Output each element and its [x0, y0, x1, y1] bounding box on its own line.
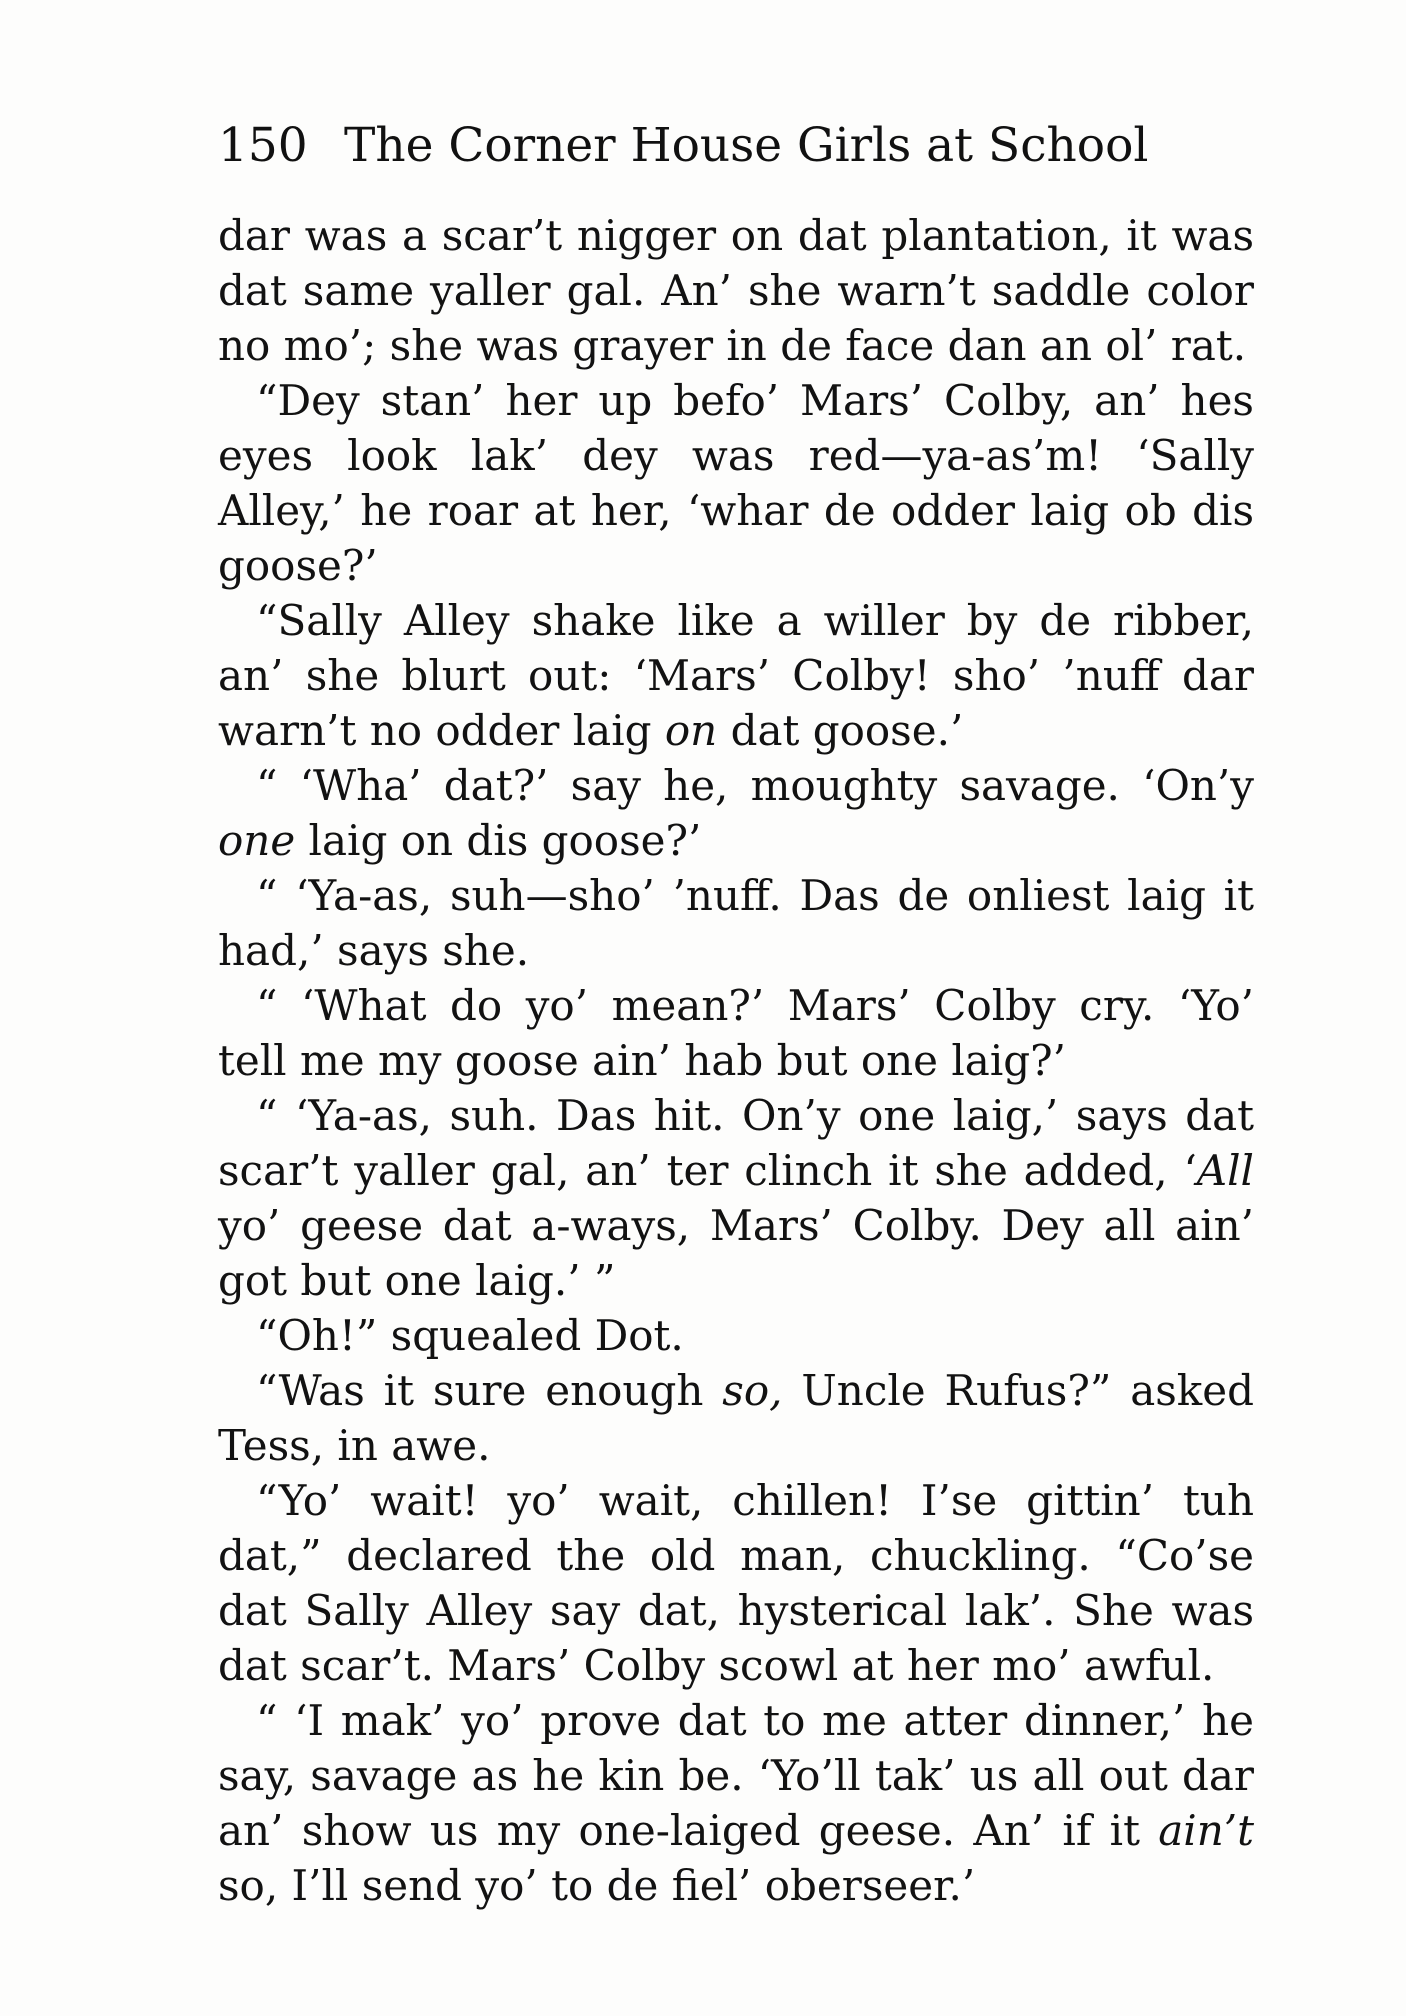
- text-run: “Sally Alley shake like a willer by de ribber, an’ she blurt out: ‘Mars’ Colby! sho’ ’nuff dar warn’t no odder laig: [218, 596, 1254, 755]
- text-run: “ ‘Ya-as, suh. Das hit. On’y one laig,’ says dat scar’t yaller gal, an’ ter clinch it she added, ‘: [218, 1091, 1254, 1195]
- paragraph: [218, 1088, 1254, 1308]
- text-run: “ ‘I mak’ yo’ prove dat to me atter dinner,’ he say, savage as he kin be. ‘Yo’ll tak’ us all out dar an’ show us my one-laiged geese. An’ if it: [218, 1696, 1254, 1855]
- italic-text: so,: [722, 1366, 783, 1415]
- paragraph: [218, 593, 1254, 758]
- text-run: “Yo’ wait! yo’ wait, chillen! I’se gittin’ tuh dat,” declared the old man, chuckling. “Co’se dat Sally Alley say dat, hysterical lak’. She was dat scar’t. Mars’ Colby scowl at her mo’ awful.: [218, 1476, 1254, 1690]
- paragraph: [218, 978, 1254, 1088]
- text-run: “ ‘Ya-as, suh—sho’ ’nuff. Das de onliest laig it had,’ says she.: [218, 871, 1254, 975]
- paragraph: [218, 373, 1254, 593]
- paragraph: [218, 1473, 1254, 1693]
- text-run: laig on dis goose?’: [295, 816, 702, 865]
- paragraph: [218, 868, 1254, 978]
- italic-text: All: [1196, 1146, 1254, 1195]
- text-run: “ ‘Wha’ dat?’ say he, moughty savage. ‘On’y: [256, 761, 1254, 810]
- text-run: yo’ geese dat a-ways, Mars’ Colby. Dey all ain’ got but one laig.’ ”: [218, 1201, 1254, 1305]
- text-run: dar was a scar’t nigger on dat plantation, it was dat same yaller gal. An’ she warn’t saddle color no mo’; she was grayer in de face dan an ol’ rat.: [218, 211, 1254, 370]
- page-number: 150: [218, 118, 308, 173]
- paragraph: [218, 1308, 1254, 1363]
- italic-text: ain’t: [1158, 1806, 1254, 1855]
- text-run: “Dey stan’ her up befo’ Mars’ Colby, an’ hes eyes look lak’ dey was red—ya-as’m! ‘Sally Alley,’ he roar at her, ‘whar de odder laig ob dis goose?’: [218, 376, 1254, 590]
- text-run: “Oh!” squealed Dot.: [256, 1311, 684, 1360]
- running-title: The Corner House Girls at School: [344, 118, 1149, 173]
- text-run: so, I’ll send yo’ to de fiel’ oberseer.’: [218, 1861, 976, 1910]
- page-header: [218, 118, 1156, 188]
- body-text: [218, 208, 1254, 1913]
- paragraph: [218, 208, 1254, 373]
- paragraph: [218, 758, 1254, 868]
- paragraph: [218, 1693, 1254, 1913]
- paragraph: [218, 1363, 1254, 1473]
- italic-text: one: [218, 816, 296, 865]
- italic-text: on: [664, 706, 718, 755]
- text-run: “ ‘What do yo’ mean?’ Mars’ Colby cry. ‘Yo’ tell me my goose ain’ hab but one laig?’: [218, 981, 1254, 1085]
- text-run: dat goose.’: [717, 706, 964, 755]
- text-run: “Was it sure enough: [256, 1366, 723, 1415]
- text-run: Uncle Rufus?” asked Tess, in awe.: [218, 1366, 1254, 1470]
